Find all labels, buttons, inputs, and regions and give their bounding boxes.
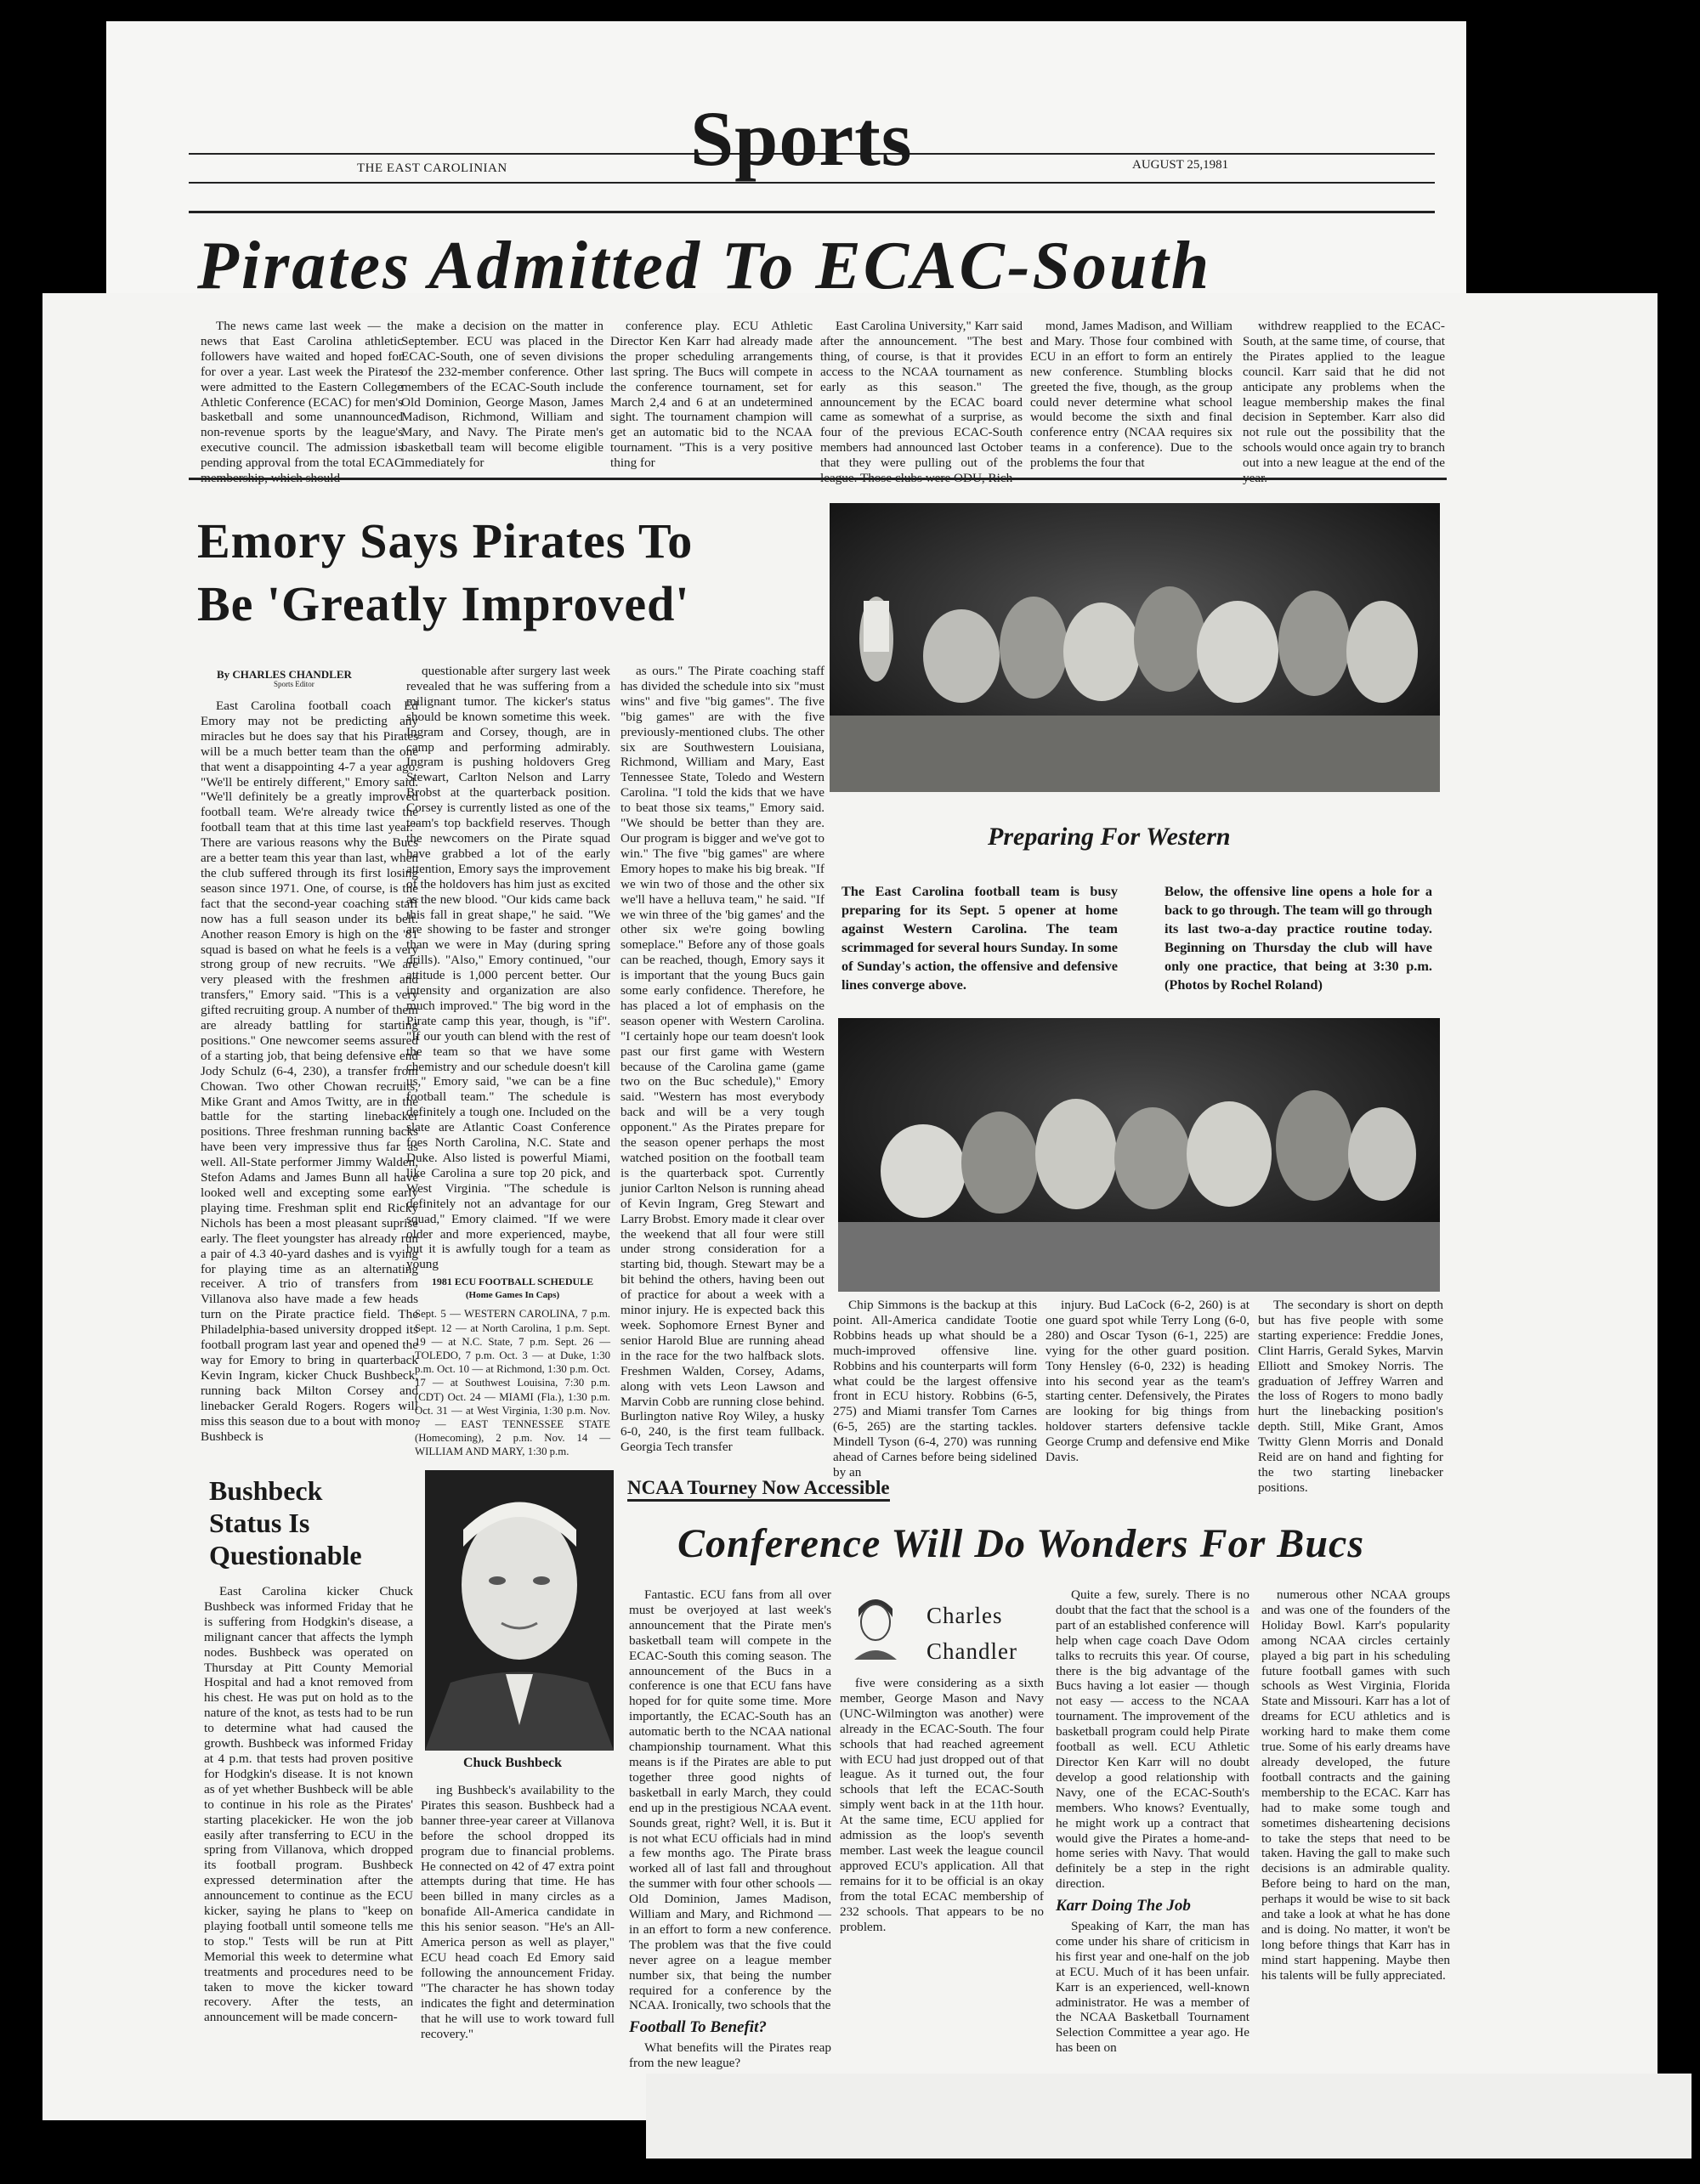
issue-date: AUGUST 25,1981 xyxy=(1132,158,1229,172)
bushbeck-column-1: East Carolina kicker Chuck Bushbeck was informed Friday that he is suffering from Hodgkin's disease, a milignant cancer that affects the lymph nodes. Bushbeck was operated on Thursday at Pitt County Memorial Hospital and had a knot removed from his chest. He was put on hold as to the nature of the knot, as tests had to be run to determine what had caused the growth. Bushbeck was informed Friday at 4 p.m. that tests had proven positive for Hodgkin's disease. It is not known as of yet whether Bushbeck will be able to continue in his role as the Pirates' starting placekicker. He won the job easily after transferring to ECU in the spring from Villanova, which dropped its football program. Bushbeck expressed determination after the announcement to continue as the ECU kicker, saying he plans to "keep on playing football until someone tells me to stop." Tests will be run at Pitt Memorial this week to determine what treatments and procedures need to be taken to move the kicker toward recovery. After the tests, an announcement will be made concern- xyxy=(204,1584,413,2025)
ecac-column-4: East Carolina University," Karr said after the announcement. "The best thing, of course, is that it provides access to the NCAA tournament as early as this season." The announcement by the ECAC board came as somewhat of a surprise, as four of the previous ECAC-South members had announced last October that they were pulling out of the league. Those clubs were ODU, Rich- xyxy=(820,319,1023,486)
emory-byline-title: Sports Editor xyxy=(274,680,314,688)
bushbeck-headline: Bushbeck Status Is Questionable xyxy=(209,1475,362,1570)
masthead-bottom-rule xyxy=(189,211,1435,213)
photo-scene xyxy=(830,503,1440,792)
schedule-title: 1981 ECU FOOTBALL SCHEDULE xyxy=(431,1276,594,1287)
emory-column-3: as ours." The Pirate coaching staff has divided the schedule into six "must wins" and five "big games". The five "big games" are with the five previously-mentioned clubs. The other six are Southwestern Louisiana, Richmond, William and Mary, East Tennessee State, Toledo and Western Carolina. "I told the kids that we have to beat those six teams," Emory said. "We should be better than they are. Our program is bigger and we've got to win." The five "big games" are where Emory hopes to make his big break. "If we win two of those and the other six we'll have a helluva team," he said. "If we win three of the 'big games' and the other six we're going bowling someplace." Before any of those goals can be reached, though, Emory says it is important that the young Bucs gain some early confidence. Therefore, he has placed a lot of emphasis on the season opener with Western Carolina. "I certainly hope our team doesn't look past our first game with Western because of the Carolina game (game two on the Buc schedule)," Emory said. "Western has most everybody back and will be a very tough opponent." As the Pirates prepare for the season opener perhaps the most watched position on the football team is the quarterback spot. Currently junior Carlton Nelson is running ahead of Kevin Ingram, Greg Stewart and Larry Brobst. Emory made it clear over the weekend that all four were still under strong consideration for a starting bid, though. Stewart may be a bit behind the others, having been out of practice for about a week with a minor injury. He is expected back this week. Sophomore Ernest Byner and senior Harold Blue are running ahead in the race for the two halfback slots. Freshmen Walden, Corsey, Adams, along with vets Leon Lawson and Marvin Cobb are running close behind. Burlington native Roy Wiley, a husky 6-0, 240, is the first team fullback. Georgia Tech transfer xyxy=(620,664,824,1455)
columnist-name: Charles Chandler xyxy=(926,1603,1017,1664)
subhead-karr-doing-job: Karr Doing The Job xyxy=(1056,1897,1191,1915)
conference-column-1: Fantastic. ECU fans from all over must be overjoyed at last week's announcement that the Pirate men's basketball team will compete in the ECAC-South this coming season. The announcement of the Bucs in a conference is one that ECU fans have hoped for for quite some time. More importantly, the ECAC-South has an automatic berth to the NCAA national championship tournament. What this means is if the Pirates are able to put together three good nights of basketball in early March, they could end up in the prestigious NCAA event. Sounds great, right? Well, it is. But it is not what ECU officials had in mind a few months ago. The Pirate brass worked all of last fall and throughout the summer with four other schools — Old Dominion, James Madison, William and Mary, and Richmond — in an effort to form a new conference. The problem was that the five could never agree on a league member number six, that being the number required for a conference by the NCAA. Ironically, two schools that the Football To Benefit? What benefits will the Pirates reap from the new league? xyxy=(629,1587,831,2071)
photo-caption-title: Preparing For Western xyxy=(988,823,1231,851)
emory-column-1: East Carolina football coach Ed Emory may not be predicting any miracles but he does say that his Pirates will be a much better team than the one that went a disappointing 4-7 a year ago. "We'll be entirely different," Emory said. "We'll definitely be a greatly improved football team. We're already twice the football team that at this time last year." There are various reasons why the Bucs are a better team this year than last, when the club suffered through its first losing season since 1971. One, of course, is the fact that the second-year coaching staff now has a full season under its belt. Another reason Emory is high on the '81 squad is based on what he feels is a very strong group of new recruits. "We are very pleased with the freshmen and transfers," Emory said. "This is a very gifted recruiting group. A number of them are already battling for starting positions." One newcomer seems assured of a starting job, that being defensive end Jody Schulz (6-4, 230), a transfer from Chowan. Two other Chowan recruits, Mike Grant and Amos Twitty, are in the battle for the starting linebacker positions. Three freshman running backs have been very impressive thus far as well. All-State performer Jimmy Walden, Stefon Adams and James Bunn all have looked well and excepting some early playing time. Freshman split end Ricky Nichols has been a most pleasant suprise early. The fleet youngster has already run a pair of 4.3 40-yard dashes and is vying for playing time as an alternating receiver. A trio of transfers from Villanova also have made a few heads turn on the Pirate practice field. The Philadelphia-based university dropped its football program last year and opened the way for Emory to bring in quarterback Kevin Ingram, kicker Chuck Bushbeck, running back Milton Corsey and linebacker Gerald Rogers. Rogers will miss this season due to a bout with mono. Bushbeck is xyxy=(201,699,418,1444)
ecac-column-5: mond, James Madison, and William and Mary. Those four combined with ECU in an effort to form an entirely new conference. Stumbling blocks greeted the five, though, as the group could never determine what school would become the sixth and final conference entry (NCAA requires six teams in a conference). Due to the problems the four that xyxy=(1030,319,1232,471)
columnist-photo xyxy=(850,1592,901,1660)
ecac-headline: Pirates Admitted To ECAC-South xyxy=(197,229,1212,303)
conference-kicker: NCAA Tourney Now Accessible xyxy=(627,1477,890,1502)
conference-headline: Conference Will Do Wonders For Bucs xyxy=(677,1521,1364,1566)
emory-column-5: injury. Bud LaCock (6-2, 260) is at one guard spot while Terry Long (6-0, 280) and Oscar Tyson (6-1, 225) are vying for the other guard position. Tony Hensley (6-0, 232) is heading into his second year as the team's starting center. Defensively, the Pirates are looking for big things from holdover starters defensive tackle George Crump and defensive end Mike Davis. xyxy=(1046,1298,1250,1465)
conference-column-4: numerous other NCAA groups and was one of the founders of the Holiday Bowl. Karr's popularity among NCAA circles certainly played a big part in his scheduling future football games with such schools as West Virginia, Florida State and Missouri. Karr has a lot of dreams for ECU athletics and is working hard to make them come true. Some of his early dreams have already developed, the future football contracts and the gaining membership to the ECAC. Karr has had to make some tough and sometimes disheartening decisions to take the steps that need to be taken. Having the gall to make such decisions is an admirable quality. Before being to hard on the man, perhaps it would be wise to sit back and take a look at what he has done and is doing. No matter, it won't be long before things that Karr has in mind start happening. Maybe then his talents will be fully appreciated. xyxy=(1261,1587,1450,1983)
photo-scene-2 xyxy=(838,1018,1440,1292)
ecac-column-6: withdrew reapplied to the ECAC-South, at the same time, of course, that the Pirates applied to the league council. Karr said that he did not anticipate any problems when the league membership makes the final decision in September. Karr also did not rule out the possibility that the schools would once again try to branch out into a new league at the end of the year. xyxy=(1243,319,1445,486)
section-title: Sports xyxy=(690,95,913,182)
football-photo-line-opens-hole xyxy=(838,1018,1440,1292)
ecac-column-2: make a decision on the matter in September. ECU was placed in the ECAC-South, one of seven divisions of the 232-member conference. Other members of the ECAC-South include Old Dominion, George Mason, James Madison, Richmond, William and Mary, and Navy. The Pirate men's basketball team will become eligible immediately for xyxy=(401,319,604,471)
conference-column-3: Quite a few, surely. There is no doubt that the fact that the school is a part of an established conference will help when cage coach Dave Odom talks to recruits this year. Of course, there is the big advantage of the Bucs having a lot easier — though not easy — access to the NCAA tournament. The improvement of the basketball program could help Pirate football as well. ECU Athletic Director Ken Karr will no doubt develop a good relationship with Navy, one of the ECAC-South's members. Who knows? Eventually, he might work up a contract that would give the Pirates a home-and-home series with Navy. That would definitely be a step in the right direction. Karr Doing The Job Speaking of Karr, the man has come under his share of criticism in his first year and one-half on the job at ECU. Much of it has been unfair. Karr is an experienced, well-known administrator. He was a member of the NCAA Basketball Tournament Selection Committee a year ago. He has been on xyxy=(1056,1587,1250,2056)
columnist-portrait xyxy=(850,1592,901,1660)
bushbeck-mugshot xyxy=(425,1470,614,1751)
mugshot-caption: Chuck Bushbeck xyxy=(463,1756,563,1770)
ecac-column-3: conference play. ECU Athletic Director Ken Karr had already made the proper scheduling arrangements last spring. The Bucs will compete in the conference tournament, set for March 2,4 and 6 at an undetermined sight. The tournament champion will get an automatic bid to the NCAA tournament. "This is a very positive thing for xyxy=(610,319,813,471)
ecac-bottom-rule xyxy=(189,478,1447,480)
mugshot-portrait xyxy=(425,1470,614,1751)
photo-caption-right: Below, the offensive line opens a hole for a back to go through. The team will go through its last two-a-day practice routine today. Beginning on Thursday the club will have only one practice, that being at 3:30 p.m. (Photos by Rochel Roland) xyxy=(1164,883,1432,993)
ecac-column-1: The news came last week — the news that East Carolina athletic followers have waited and hoped for for over a year. Last week the Pirates were admitted to the Eastern College Athletic Conference (ECAC) for men's basketball and some unannounced non-revenue sports by the league's executive council. The admission is pending approval from the total ECAC membership, which should xyxy=(201,319,403,486)
photo-caption-left: The East Carolina football team is busy preparing for its Sept. 5 opener at home against Western Carolina. The team scrimmaged for several hours Sunday. In some of Sunday's action, the offensive and defensive lines converge above. xyxy=(842,883,1118,993)
emory-column-2: questionable after surgery last week revealed that he was suffering from a milignant tumor. The kicker's status should be known sometime this week. Ingram and Corsey, though, are in camp and performing admirably. Ingram is pushing holdovers Greg Stewart, Carlton Nelson and Larry Brobst at the quarterback position. Corsey is currently listed as one of the team's top backfield reserves. Though the newcomers on the Pirate squad have grabbed a lot of the early attention, Emory says the improvement of the holdovers has him just as excited as the new blood. "Our kids came back this fall in great shape," he said. "We are showing to be faster and stronger than we were in May (during spring drills). "Also," Emory continued, "our attitude is 1,000 percent better. Our intensity and organization are also much improved." The big word in the Pirate camp this year, though, is "if". "If our youth can blend with the rest of the team so that we have some chemistry and our schedule doesn't kill us," Emory said, "we can be a fine football team." The schedule is definitely a tough one. Included on the slate are Atlantic Coast Conference foes North Carolina, N.C. State and Duke. Also listed is powerful Miami, like Carolina a sure top 20 pick, and West Virginia. "The schedule is definitely not an advantage for our squad," Emory claimed. "If we were older and more experienced, maybe, but it is awfully tough for a team as young xyxy=(406,664,610,1272)
emory-column-6: The secondary is short on depth but has five people with some starting experience: Freddie Jones, Clint Harris, Gerald Sykes, Marvin Elliott and Smokey Norris. The graduation of Jeffrey Warren and the loss of Rogers to mono badly hurt the linebacking position's depth. Still, Mike Grant, Amos Twitty Glenn Morris and Donald Reid are on hand and fighting for the two starting linebacker positions. xyxy=(1258,1298,1443,1495)
emory-column-4: Chip Simmons is the backup at this point. All-America candidate Tootie Robbins heads up what should be a much-improved offensive line. Robbins and his counterparts will form what could be the largest offensive front in ECU history. Robbins (6-5, 275) and Miami transfer Tom Carnes (6-5, 265) are the starting tackles. Mindell Tyson (6-4, 270) was running ahead of Carnes before being sidelined by an xyxy=(833,1298,1037,1480)
football-schedule xyxy=(415,1275,610,1459)
paper-name: THE EAST CAROLINIAN xyxy=(357,161,507,175)
conference-column-2: five were considering as a sixth member, George Mason and Navy (UNC-Wilmington was another) were already in the ECAC-South. The four schools that had reached agreement with ECU had just dropped out of that league. As it turned out, the four schools that left the ECAC-South simply went back in at the 11th hour. At the same time, ECU applied for admission as the loop's seventh member. Last week the league council approved ECU's application. All that remains for it to be official is an okay from the total ECAC membership of 232 schools. That appears to be no problem. xyxy=(840,1676,1044,1934)
football-photo-lines-converge xyxy=(830,503,1440,792)
masthead xyxy=(189,95,1435,187)
emory-headline: Emory Says Pirates To Be 'Greatly Improved' xyxy=(197,513,694,631)
schedule-subtitle: (Home Games In Caps) xyxy=(465,1290,560,1301)
bushbeck-column-2: ing Bushbeck's availability to the Pirates this season. Bushbeck had a banner three-year career at Villanova before the school dropped its program due to financial problems. He connected on 42 of 47 extra point attempts during that time. He has been billed in many circles as a bonafide All-America candidate in this his senior season. "He's an All-America person as well as player," ECU head coach Ed Emory said following the announcement Friday. "The character he has shown today indicates the fight and determination that he will use to work toward full recovery." xyxy=(421,1783,615,2041)
schedule-list: Sept. 5 — WESTERN CAROLINA, 7 p.m. Sept. 12 — at North Carolina, 1 p.m. Sept. 19 — at N.C. State, 7 p.m. Sept. 26 — TOLEDO, 7 p.m. Oct. 3 — at Duke, 1:30 p.m. Oct. 10 — at Richmond, 1:30 p.m. Oct. 17 — at Southwest Louisina, 7:30 p.m. (CDT) Oct. 24 — MIAMI (Fla.), 1:30 p.m. Oct. 31 — at West Virginia, 1:30 p.m. Nov. 7 — EAST TENNESSEE STATE (Homecoming), 2 p.m. Nov. 14 — WILLIAM AND MARY, 1:30 p.m. xyxy=(415,1308,610,1458)
emory-byline: By CHARLES CHANDLER xyxy=(217,668,352,681)
subhead-football-benefit: Football To Benefit? xyxy=(629,2018,767,2037)
